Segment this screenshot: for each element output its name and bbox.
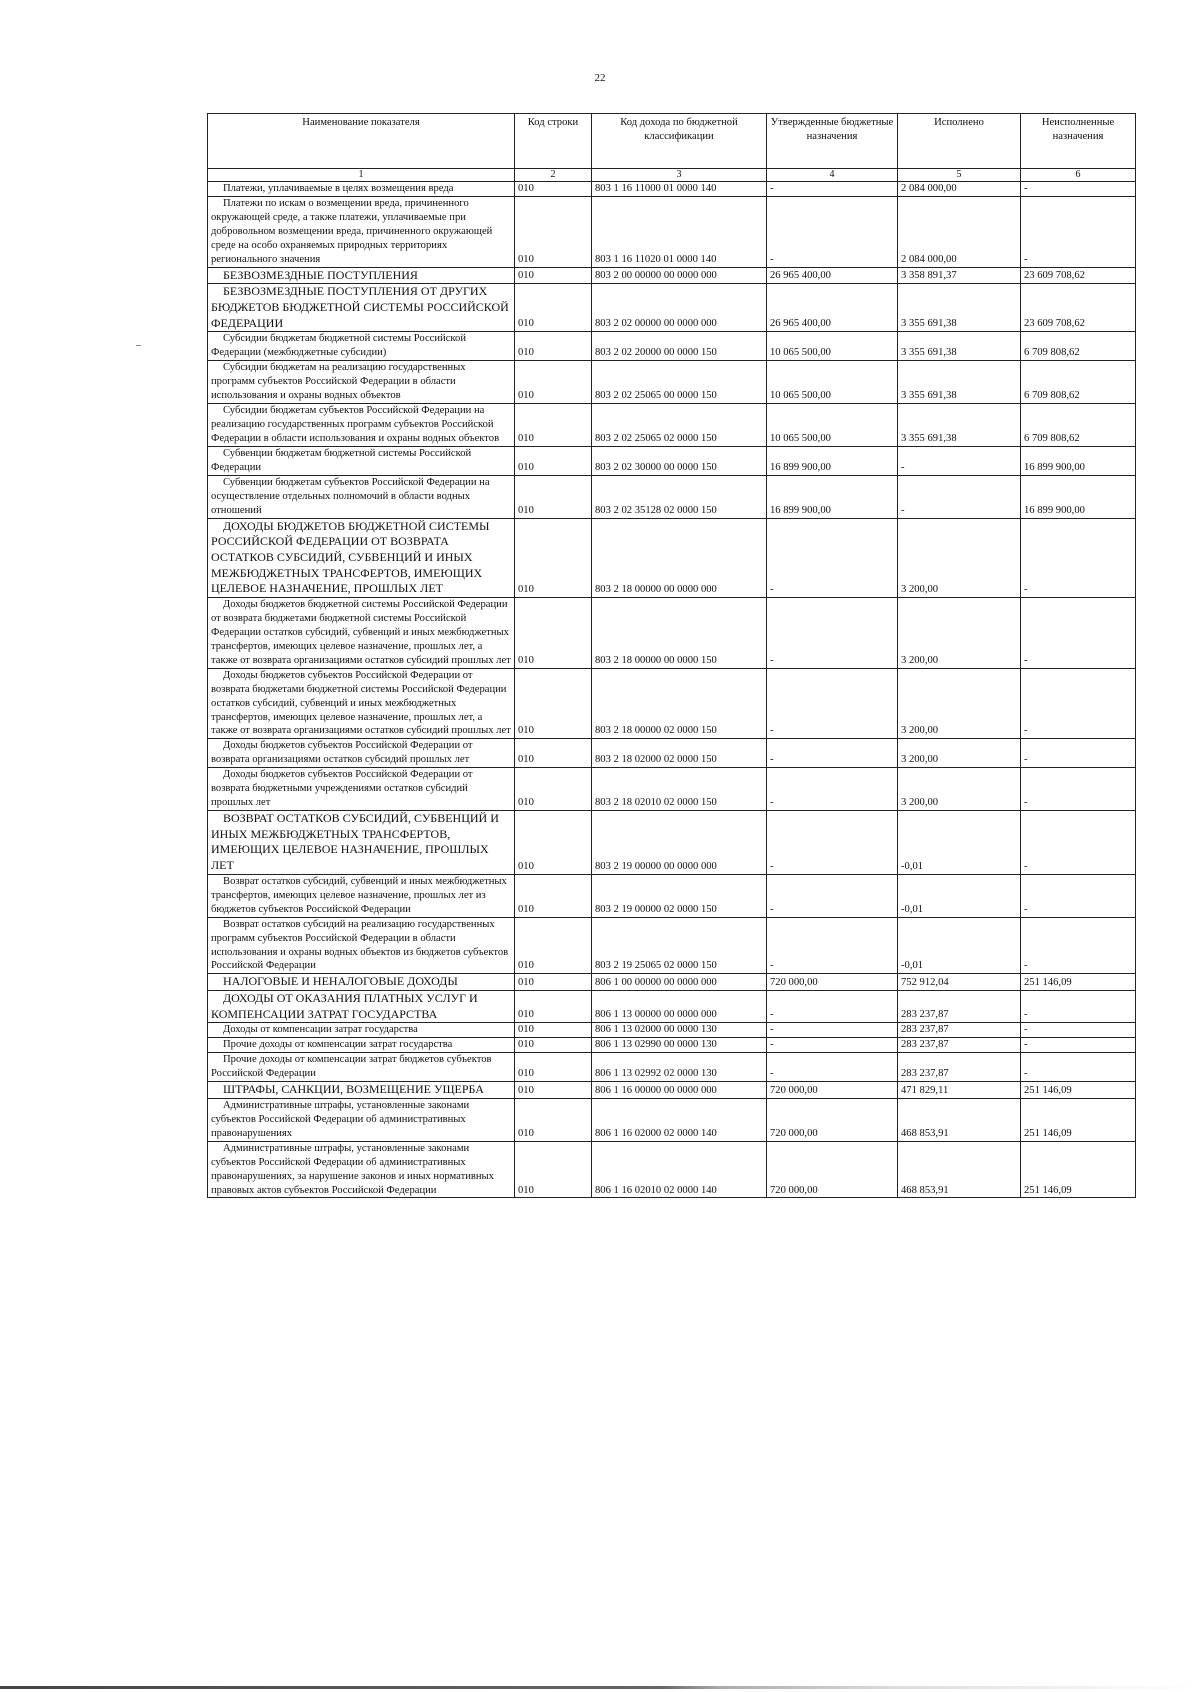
row-executed: -0,01 [898,811,1021,874]
row-approved: - [767,874,898,917]
header-executed: Исполнено [898,114,1021,169]
row-unexecuted: - [1021,182,1136,197]
row-income-code: 803 2 02 35128 02 0000 150 [592,475,767,518]
table-row [208,475,1136,518]
row-executed: 468 853,91 [898,1098,1021,1141]
row-executed: 471 829,11 [898,1082,1021,1099]
row-income-code: 806 1 16 00000 00 0000 000 [592,1082,767,1099]
row-name: Доходы бюджетов субъектов Российской Федерации от возврата бюджетами бюджетной системы Российской Федерации остатков субсидий, субвенций и иных межбюджетных трансфертов, имеющих целевое назначение, прошлых лет, а также от возврата организациями остатков субсидий прошлых лет [211,669,511,737]
table-row [208,874,1136,917]
row-income-code: 803 2 18 02010 02 0000 150 [592,768,767,811]
income-report-table [207,113,1136,1198]
row-income-code: 803 2 02 30000 00 0000 150 [592,446,767,475]
row-name-cell [208,1053,515,1082]
header-name: Наименование показателя [208,114,515,169]
row-income-code: 803 2 18 02000 02 0000 150 [592,739,767,768]
row-name: Административные штрафы, установленные законами субъектов Российской Федерации об административных правонарушениях, за нарушение законов и иных нормативных правовых актов субъектов Российской Федерации [211,1142,494,1196]
row-executed: 3 355 691,38 [898,404,1021,447]
row-name-cell [208,518,515,597]
header-income-code: Код дохода по бюджетной классификации [592,114,767,169]
row-name-cell [208,1141,515,1198]
row-line-code: 010 [515,597,592,668]
row-name-cell [208,404,515,447]
row-name-cell [208,811,515,874]
table-row [208,182,1136,197]
table-row [208,284,1136,332]
row-name-cell [208,475,515,518]
row-line-code: 010 [515,974,592,991]
row-approved: - [767,668,898,739]
row-executed: - [898,475,1021,518]
row-unexecuted: - [1021,1023,1136,1038]
row-line-code: 010 [515,1082,592,1099]
table-row [208,518,1136,597]
row-approved: 720 000,00 [767,974,898,991]
row-unexecuted: 23 609 708,62 [1021,267,1136,284]
row-executed: 752 912,04 [898,974,1021,991]
row-executed: - [898,446,1021,475]
row-income-code: 803 2 02 25065 00 0000 150 [592,361,767,404]
row-income-code: 803 2 18 00000 02 0000 150 [592,668,767,739]
row-name: Субсидии бюджетам бюджетной системы Российской Федерации (межбюджетные субсидии) [211,333,466,359]
row-unexecuted: - [1021,811,1136,874]
table-row [208,267,1136,284]
row-name-cell [208,991,515,1023]
column-number: 5 [898,169,1021,182]
column-number: 2 [515,169,592,182]
row-unexecuted: 251 146,09 [1021,1141,1136,1198]
row-name: Доходы бюджетов бюджетной системы Российской Федерации от возврата бюджетами бюджетной системы Российской Федерации остатков субсидий, субвенций и иных межбюджетных трансфертов, имеющих целевое назначение, прошлых лет, а также от возврата организациями остатков субсидий прошлых лет [211,598,511,666]
row-approved: - [767,768,898,811]
row-executed: 3 200,00 [898,739,1021,768]
table-row [208,668,1136,739]
row-income-code: 803 2 19 00000 02 0000 150 [592,874,767,917]
row-income-code: 803 2 19 25065 02 0000 150 [592,917,767,974]
row-income-code: 806 1 13 02992 02 0000 130 [592,1053,767,1082]
row-name-cell [208,668,515,739]
column-number: 1 [208,169,515,182]
row-name: Субвенции бюджетам бюджетной системы Российской Федерации [211,447,472,473]
row-line-code: 010 [515,446,592,475]
row-name: ДОХОДЫ ОТ ОКАЗАНИЯ ПЛАТНЫХ УСЛУГ И КОМПЕНСАЦИИ ЗАТРАТ ГОСУДАРСТВА [211,991,478,1021]
row-name-cell [208,284,515,332]
row-name-cell [208,361,515,404]
row-name-cell [208,267,515,284]
row-executed: -0,01 [898,917,1021,974]
row-unexecuted: - [1021,597,1136,668]
row-executed: 3 355 691,38 [898,332,1021,361]
column-number: 3 [592,169,767,182]
row-income-code: 803 2 02 20000 00 0000 150 [592,332,767,361]
row-approved: - [767,1023,898,1038]
row-approved: 10 065 500,00 [767,404,898,447]
row-unexecuted: - [1021,991,1136,1023]
row-name-cell [208,1098,515,1141]
row-unexecuted: 6 709 808,62 [1021,404,1136,447]
column-number-row [208,169,1136,182]
row-name-cell [208,332,515,361]
row-unexecuted: 251 146,09 [1021,1082,1136,1099]
column-number: 4 [767,169,898,182]
row-line-code: 010 [515,518,592,597]
row-income-code: 806 1 13 02990 00 0000 130 [592,1038,767,1053]
table-row [208,1023,1136,1038]
row-approved: 16 899 900,00 [767,446,898,475]
row-executed: 283 237,87 [898,991,1021,1023]
row-line-code: 010 [515,811,592,874]
row-line-code: 010 [515,182,592,197]
row-name: Доходы бюджетов субъектов Российской Федерации от возврата организациями остатков субсидий прошлых лет [211,740,473,766]
row-approved: - [767,597,898,668]
row-line-code: 010 [515,1098,592,1141]
row-approved: 720 000,00 [767,1141,898,1198]
row-unexecuted: - [1021,917,1136,974]
row-income-code: 803 1 16 11000 01 0000 140 [592,182,767,197]
row-income-code: 806 1 16 02000 02 0000 140 [592,1098,767,1141]
row-line-code: 010 [515,475,592,518]
row-approved: - [767,518,898,597]
table-row [208,1082,1136,1099]
row-approved: - [767,196,898,267]
row-name-cell [208,1038,515,1053]
table-row [208,446,1136,475]
row-unexecuted: 251 146,09 [1021,974,1136,991]
row-line-code: 010 [515,1038,592,1053]
row-line-code: 010 [515,991,592,1023]
row-approved: - [767,811,898,874]
header-unexecuted: Неисполненные назначения [1021,114,1136,169]
row-name: Платежи, уплачиваемые в целях возмещения вреда [223,183,454,194]
row-name-cell [208,196,515,267]
row-name: Доходы от компенсации затрат государства [223,1024,418,1036]
row-executed: 3 200,00 [898,597,1021,668]
table-row [208,917,1136,974]
row-approved: 26 965 400,00 [767,267,898,284]
row-executed: 3 358 891,37 [898,267,1021,284]
table-row [208,739,1136,768]
table-row [208,597,1136,668]
table-row [208,991,1136,1023]
row-income-code: 803 2 19 00000 00 0000 000 [592,811,767,874]
row-name: ВОЗВРАТ ОСТАТКОВ СУБСИДИЙ, СУБВЕНЦИЙ И ИНЫХ МЕЖБЮДЖЕТНЫХ ТРАНСФЕРТОВ, ИМЕЮЩИХ ЦЕЛЕВОЕ НАЗНАЧЕНИЕ, ПРОШЛЫХ ЛЕТ [211,811,499,873]
table-row [208,811,1136,874]
row-name: Административные штрафы, установленные законами субъектов Российской Федерации об административных правонарушениях [211,1099,470,1139]
row-executed: 2 084 000,00 [898,182,1021,197]
row-line-code: 010 [515,917,592,974]
row-line-code: 010 [515,404,592,447]
row-line-code: 010 [515,332,592,361]
row-line-code: 010 [515,1053,592,1082]
row-name: Возврат остатков субсидий на реализацию государственных программ субъектов Российской Федерации в области использования и охраны водных объектов из бюджетов субъектов Российской Федерации [211,918,509,972]
row-line-code: 010 [515,1141,592,1198]
row-name-cell [208,974,515,991]
row-unexecuted: - [1021,196,1136,267]
row-line-code: 010 [515,768,592,811]
table-row [208,768,1136,811]
row-unexecuted: - [1021,1053,1136,1082]
row-executed: -0,01 [898,874,1021,917]
table-row [208,361,1136,404]
row-name-cell [208,446,515,475]
row-unexecuted: - [1021,739,1136,768]
table-row [208,332,1136,361]
table-row [208,196,1136,267]
row-line-code: 010 [515,739,592,768]
row-line-code: 010 [515,196,592,267]
row-income-code: 806 1 16 02010 02 0000 140 [592,1141,767,1198]
row-approved: - [767,182,898,197]
header-row [208,114,1136,169]
row-income-code: 806 1 13 00000 00 0000 000 [592,991,767,1023]
row-unexecuted: - [1021,668,1136,739]
row-name: Доходы бюджетов субъектов Российской Федерации от возврата бюджетными учреждениями остатков субсидий прошлых лет [211,769,473,809]
row-name: Субсидии бюджетам субъектов Российской Федерации на реализацию государственных программ субъектов Российской Федерации в области использования и охраны водных объектов [211,405,500,444]
row-executed: 283 237,87 [898,1053,1021,1082]
row-name-cell [208,739,515,768]
row-name: БЕЗВОЗМЕЗДНЫЕ ПОСТУПЛЕНИЯ ОТ ДРУГИХ БЮДЖЕТОВ БЮДЖЕТНОЙ СИСТЕМЫ РОССИЙСКОЙ ФЕДЕРАЦИИ [211,284,509,330]
row-name: Прочие доходы от компенсации затрат бюджетов субъектов Российской Федерации [211,1054,492,1080]
row-name-cell [208,768,515,811]
row-unexecuted: - [1021,768,1136,811]
row-income-code: 803 2 18 00000 00 0000 150 [592,597,767,668]
table-row [208,1053,1136,1082]
row-name: Возврат остатков субсидий, субвенций и иных межбюджетных трансфертов, имеющих целевое назначение, прошлых лет из бюджетов субъектов Российской Федерации [211,875,507,915]
row-unexecuted: 23 609 708,62 [1021,284,1136,332]
page-number: 22 [594,72,606,84]
row-name-cell [208,1023,515,1038]
header-line-code: Код строки [515,114,592,169]
row-approved: 16 899 900,00 [767,475,898,518]
row-name-cell [208,917,515,974]
table-row [208,974,1136,991]
row-name: ШТРАФЫ, САНКЦИИ, ВОЗМЕЩЕНИЕ УЩЕРБА [223,1082,484,1097]
row-name-cell [208,874,515,917]
scan-mark [136,345,141,346]
row-unexecuted: 16 899 900,00 [1021,475,1136,518]
row-executed: 3 355 691,38 [898,284,1021,332]
row-unexecuted: - [1021,518,1136,597]
row-line-code: 010 [515,284,592,332]
row-unexecuted: 16 899 900,00 [1021,446,1136,475]
row-approved: 720 000,00 [767,1098,898,1141]
row-executed: 3 355 691,38 [898,361,1021,404]
row-name: Прочие доходы от компенсации затрат государства [223,1039,453,1051]
row-income-code: 803 2 18 00000 00 0000 000 [592,518,767,597]
row-income-code: 806 1 13 02000 00 0000 130 [592,1023,767,1038]
row-approved: 10 065 500,00 [767,361,898,404]
row-name: БЕЗВОЗМЕЗДНЫЕ ПОСТУПЛЕНИЯ [223,267,418,282]
row-line-code: 010 [515,1023,592,1038]
row-executed: 283 237,87 [898,1023,1021,1038]
row-name-cell [208,597,515,668]
row-executed: 3 200,00 [898,668,1021,739]
row-income-code: 803 2 02 00000 00 0000 000 [592,284,767,332]
row-unexecuted: - [1021,874,1136,917]
row-name: Субсидии бюджетам на реализацию государственных программ субъектов Российской Федерации в области использования и охраны водных объектов [211,362,466,402]
row-income-code: 803 2 00 00000 00 0000 000 [592,267,767,284]
table-body [208,182,1136,1198]
table-row [208,1038,1136,1053]
row-name: Субвенции бюджетам субъектов Российской Федерации на осуществление отдельных полномочий в области водных отношений [211,476,490,516]
table-row [208,1141,1136,1198]
header-approved: Утвержденные бюджетные назначения [767,114,898,169]
row-approved: - [767,1053,898,1082]
row-unexecuted: - [1021,1038,1136,1053]
row-executed: 2 084 000,00 [898,196,1021,267]
row-name-cell [208,182,515,197]
scan-edge [0,1686,1200,1689]
row-approved: - [767,991,898,1023]
column-number: 6 [1021,169,1136,182]
row-income-code: 803 2 02 25065 02 0000 150 [592,404,767,447]
row-line-code: 010 [515,267,592,284]
row-name: Платежи по искам о возмещении вреда, причиненного окружающей среде, а также платежи, уплачиваемые при добровольном возмещении вреда, причиненного окружающей среде на особо охраняемых природных территориях регионального значения [211,197,493,265]
row-executed: 3 200,00 [898,518,1021,597]
row-executed: 468 853,91 [898,1141,1021,1198]
row-approved: - [767,739,898,768]
row-executed: 283 237,87 [898,1038,1021,1053]
table-row [208,404,1136,447]
row-approved: - [767,1038,898,1053]
row-unexecuted: 6 709 808,62 [1021,361,1136,404]
row-line-code: 010 [515,874,592,917]
row-name: ДОХОДЫ БЮДЖЕТОВ БЮДЖЕТНОЙ СИСТЕМЫ РОССИЙСКОЙ ФЕДЕРАЦИИ ОТ ВОЗВРАТА ОСТАТКОВ СУБСИДИЙ, СУБВЕНЦИЙ И ИНЫХ МЕЖБЮДЖЕТНЫХ ТРАНСФЕРТОВ, ИМЕЮЩИХ ЦЕЛЕВОЕ НАЗНАЧЕНИЕ, ПРОШЛЫХ ЛЕТ [211,518,490,596]
row-line-code: 010 [515,361,592,404]
row-income-code: 806 1 00 00000 00 0000 000 [592,974,767,991]
row-executed: 3 200,00 [898,768,1021,811]
row-approved: 720 000,00 [767,1082,898,1099]
row-name: НАЛОГОВЫЕ И НЕНАЛОГОВЫЕ ДОХОДЫ [223,974,458,989]
row-unexecuted: 251 146,09 [1021,1098,1136,1141]
row-approved: - [767,917,898,974]
row-unexecuted: 6 709 808,62 [1021,332,1136,361]
row-approved: 26 965 400,00 [767,284,898,332]
row-income-code: 803 1 16 11020 01 0000 140 [592,196,767,267]
table-row [208,1098,1136,1141]
row-line-code: 010 [515,668,592,739]
row-approved: 10 065 500,00 [767,332,898,361]
row-name-cell [208,1082,515,1099]
